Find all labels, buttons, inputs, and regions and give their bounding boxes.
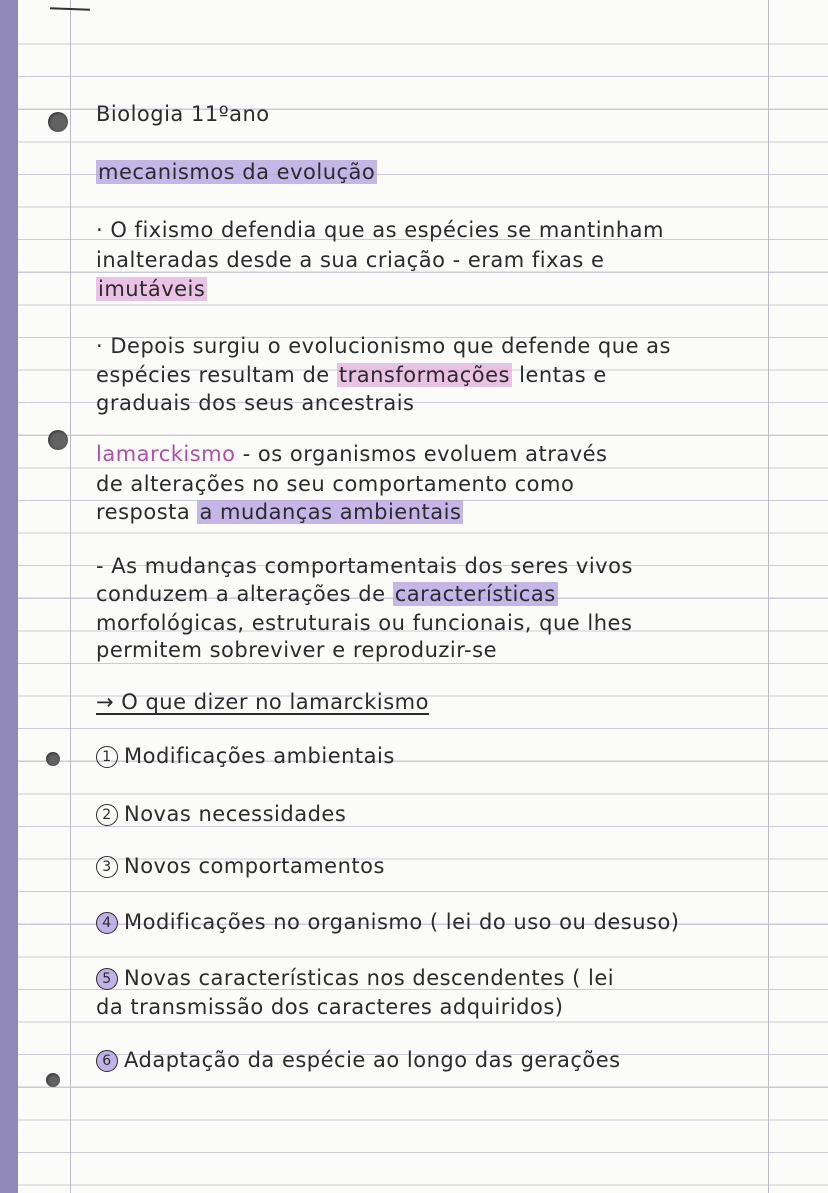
mudancas-line-3: morfológicas, estruturais ou funcionais, que lhes (96, 611, 633, 635)
step-text: Novas necessidades (124, 802, 347, 826)
binder-hole (48, 112, 68, 132)
lamarckismo-definition: - os organismos evoluem através (235, 442, 608, 466)
fixismo-line-3 (96, 277, 828, 301)
mudancas-highlight: características (394, 582, 556, 606)
section-title (96, 160, 828, 184)
step-number-badge: 5 (96, 968, 118, 990)
step-3 (96, 854, 828, 878)
mudancas-line-2-pre: conduzem a alterações de (96, 582, 393, 606)
lamarckismo-line-1 (96, 442, 828, 466)
step-number-badge: 2 (96, 804, 118, 826)
evolucionismo-highlight: transformações (338, 363, 510, 387)
binder-hole (46, 1073, 60, 1087)
step-number-badge: 3 (96, 856, 118, 878)
step-2 (96, 802, 828, 826)
step-number-badge: 4 (96, 912, 118, 934)
fixismo-line-1: · O fixismo defendia que as espécies se mantinham (96, 218, 664, 242)
mudancas-line-1: - As mudanças comportamentais dos seres vivos (96, 554, 633, 578)
left-margin-line (70, 0, 71, 1193)
step-number-badge: 1 (96, 746, 118, 768)
page-title: Biologia 11ºano (96, 102, 270, 126)
step-6 (96, 1048, 828, 1072)
lamarckismo-line-3-pre: resposta (96, 500, 198, 524)
step-4 (96, 910, 828, 934)
fixismo-highlight: imutáveis (98, 277, 206, 301)
evolucionismo-line-2-pre: espécies resultam de (96, 363, 337, 387)
step-text: Modificações no organismo ( lei do uso ou desuso) (124, 910, 680, 934)
lamarckismo-steps-heading: → O que dizer no lamarckismo (96, 690, 429, 714)
lamarckismo-highlight: a mudanças ambientais (199, 500, 462, 524)
evolucionismo-line-3: graduais dos seus ancestrais (96, 391, 415, 415)
step-text: Modificações ambientais (124, 744, 395, 768)
fixismo-line-2: inalteradas desde a sua criação - eram fixas e (96, 248, 605, 272)
lamarckismo-line-2: de alterações no seu comportamento como (96, 472, 575, 496)
lamarckismo-term: lamarckismo (96, 442, 236, 466)
evolucionismo-line-2 (96, 363, 828, 387)
notebook-page (18, 0, 828, 1193)
step-text: Novas características nos descendentes ( lei (124, 966, 615, 990)
section-title-text: mecanismos da evolução (98, 160, 376, 184)
step-text: Novos comportamentos (124, 854, 385, 878)
step-number-badge: 6 (96, 1050, 118, 1072)
step-1 (96, 744, 828, 768)
mudancas-line-2 (96, 582, 828, 606)
lamarckismo-line-3 (96, 500, 828, 524)
evolucionismo-line-2-post: lentas e (511, 363, 607, 387)
binder-hole (46, 752, 60, 766)
step-5-continued: da transmissão dos caracteres adquiridos) (96, 995, 564, 1019)
mudancas-line-4: permitem sobreviver e reproduzir-se (96, 638, 497, 662)
step-text: Adaptação da espécie ao longo das gerações (124, 1048, 621, 1072)
binder-hole (48, 430, 68, 450)
evolucionismo-line-1: · Depois surgiu o evolucionismo que defende que as (96, 334, 671, 358)
step-5 (96, 966, 828, 990)
